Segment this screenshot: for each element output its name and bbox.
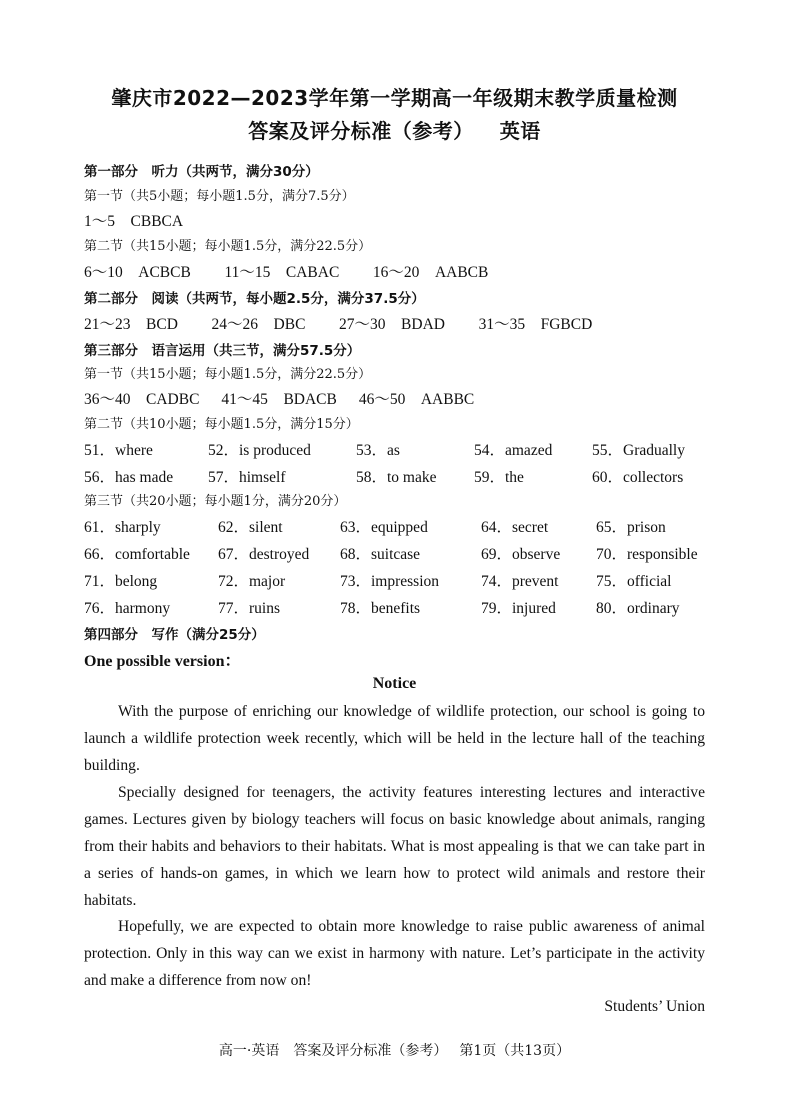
answer-cell: 58．to make (356, 469, 437, 486)
answer-range: 16～20 (372, 264, 420, 281)
answer-key: AABBC (420, 391, 475, 408)
answer-cell: 56．has made (84, 469, 174, 486)
part3-sec1-title: 第一节（共15小题；每小题1.5分，满分22.5分） (84, 367, 372, 382)
answer-key: BDACB (283, 391, 337, 408)
essay-paragraph-1 (84, 699, 705, 780)
part1-sec1-answers (84, 209, 183, 231)
paragraph-text: With the purpose of enriching our knowledge of wildlife protection, our school is going to launch a wildlife protection week recently, which will be held in the lecture hall of the teaching building. (84, 703, 705, 774)
part4-heading: 第四部分 写作（满分25分） (84, 627, 265, 643)
answer-cell: 57．himself (208, 469, 286, 486)
notice-title: Notice (372, 675, 417, 692)
part3-sec2-title: 第二节（共10小题；每小题1.5分，满分15分） (84, 417, 359, 432)
footer-page-number: 第1页（共13页） (459, 1043, 571, 1059)
answer-cell: 59．the (474, 469, 524, 486)
answer-range: 6～10 (84, 264, 123, 281)
answer-cell: 74．prevent (481, 573, 559, 590)
part3-sec1-answers (84, 387, 474, 409)
answer-key: FGBCD (540, 316, 593, 333)
signature: Students’ Union (604, 998, 705, 1015)
answer-cell: 73．impression (340, 573, 440, 590)
part2-heading: 第二部分 阅读（共两节，每小题2.5分，满分37.5分） (84, 291, 425, 307)
answer-cell: 72．major (218, 573, 286, 590)
answer-range: 27～30 (339, 316, 386, 333)
answer-cell: 62．silent (218, 519, 283, 536)
answer-range: 11～15 (224, 264, 271, 281)
part1-sec2-title: 第二节（共15小题；每小题1.5分，满分22.5分） (84, 239, 372, 254)
version-label: One possible version： (84, 653, 241, 670)
part1-sec2-answers (84, 260, 488, 282)
answer-cell: 53．as (356, 442, 400, 459)
answer-cell: 60．collectors (592, 469, 684, 486)
answer-cell: 79．injured (481, 600, 556, 617)
answer-range: 1～5 (84, 213, 116, 230)
answer-cell: 67．destroyed (218, 546, 310, 563)
answer-key: ACBCB (138, 264, 191, 281)
answer-cell: 68．suitcase (340, 546, 421, 563)
answer-range: 24～26 (211, 316, 259, 333)
answer-cell: 70．responsible (596, 546, 698, 563)
part1-sec1-title: 第一节（共5小题；每小题1.5分，满分7.5分） (84, 189, 355, 204)
page-footer (0, 1040, 789, 1060)
answer-range: 36～40 (84, 391, 131, 408)
page-title: 肇庆市2022—2023学年第一学期高一年级期末教学质量检测 (111, 86, 678, 110)
answer-cell: 54．amazed (474, 442, 553, 459)
answer-key: BCD (146, 316, 178, 333)
answer-key: BDAD (401, 316, 445, 333)
answer-range: 21～23 (84, 316, 131, 333)
part2-answers (84, 312, 592, 334)
answer-cell: 80．ordinary (596, 600, 680, 617)
answer-range: 31～35 (478, 316, 526, 333)
footer-doc-label: 高一·英语 答案及评分标准（参考） (218, 1043, 448, 1059)
answer-cell: 76．harmony (84, 600, 171, 617)
paragraph-text: Hopefully, we are expected to obtain more knowledge to raise public awareness of animal protection. Only in this way can we exist in harmony with nature. Let’s participate in the activity and make a difference from now on! (84, 918, 705, 989)
answer-cell: 52．is produced (208, 442, 311, 459)
answer-cell: 77．ruins (218, 600, 281, 617)
answer-range: 41～45 (221, 391, 268, 408)
essay-paragraph-3 (84, 914, 705, 995)
answer-key: CABAC (285, 264, 340, 281)
subtitle-text: 答案及评分标准（参考） (248, 119, 474, 143)
answer-cell: 64．secret (481, 519, 549, 536)
answer-range: 46～50 (358, 391, 406, 408)
answer-key: CADBC (146, 391, 200, 408)
answer-key: AABCB (434, 264, 489, 281)
answer-cell: 66．comfortable (84, 546, 190, 563)
answer-cell: 65．prison (596, 519, 666, 536)
page-subtitle (0, 115, 789, 144)
answer-cell: 78．benefits (340, 600, 421, 617)
answer-key: DBC (273, 316, 306, 333)
answer-cell: 71．belong (84, 573, 158, 590)
subject-label: 英语 (499, 119, 541, 143)
paragraph-text: Specially designed for teenagers, the activity features interesting lectures and interactive games. Lectures given by biology teachers will focus on basic knowledge about animals, ranging from their habits and behaviors to their habitats. What is most appealing is that we can take part in a series of hands-on games, in which we learn how to protect wild animals and restore their habitats. (84, 784, 705, 909)
answer-cell: 55．Gradually (592, 442, 685, 459)
answer-cell: 75．official (596, 573, 672, 590)
answer-cell: 51．where (84, 442, 153, 459)
answer-cell: 63．equipped (340, 519, 428, 536)
answer-cell: 69．observe (481, 546, 561, 563)
part3-sec3-title: 第三节（共20小题；每小题1分，满分20分） (84, 494, 347, 509)
answer-key: CBBCA (130, 213, 184, 230)
answer-cell: 61．sharply (84, 519, 161, 536)
essay-paragraph-2 (84, 780, 705, 915)
part1-heading: 第一部分 听力（共两节，满分30分） (84, 164, 319, 180)
part3-heading: 第三部分 语言运用（共三节，满分57.5分） (84, 343, 361, 359)
